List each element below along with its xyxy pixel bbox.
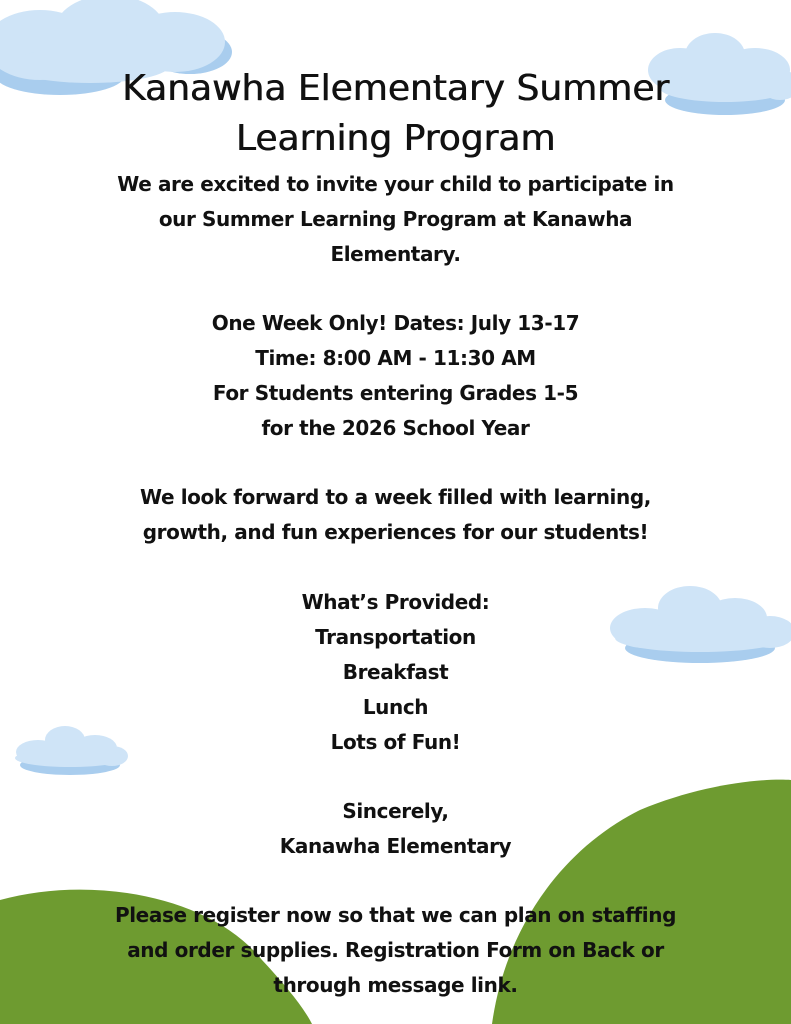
school-year-text: for the 2026 School Year <box>261 416 530 440</box>
dates-text: One Week Only! Dates: July 13-17 <box>211 311 580 335</box>
provided-heading: What’s Provided: <box>301 590 490 614</box>
intro-line-3: Elementary. <box>330 242 461 266</box>
school-name: Kanawha Elementary <box>279 834 512 858</box>
title-line-2: Learning Program <box>235 118 556 159</box>
signature-block <box>60 794 731 864</box>
closing-line-1: We look forward to a week filled with learning, <box>140 485 651 509</box>
title-line-1: Kanawha Elementary Summer <box>121 68 670 109</box>
register-line-3: through message link. <box>273 973 518 997</box>
register-line-1: Please register now so that we can plan on staffing <box>114 903 677 927</box>
provided-item-breakfast: Breakfast <box>342 660 449 684</box>
provided-list <box>60 585 731 760</box>
intro-line-1: We are excited to invite your child to participate in <box>117 172 674 196</box>
provided-item-lunch: Lunch <box>362 695 429 719</box>
salutation: Sincerely, <box>342 799 449 823</box>
grades-text: For Students entering Grades 1-5 <box>212 381 579 405</box>
intro-paragraph <box>60 167 731 272</box>
intro-line-2: our Summer Learning Program at Kanawha <box>158 207 633 231</box>
closing-line-2: growth, and fun experiences for our students! <box>142 520 649 544</box>
flyer-title <box>60 64 731 164</box>
closing-paragraph <box>60 480 731 550</box>
register-notice <box>60 898 731 1003</box>
program-details <box>60 306 731 446</box>
provided-item-fun: Lots of Fun! <box>330 730 461 754</box>
time-text: Time: 8:00 AM - 11:30 AM <box>255 346 536 370</box>
register-line-2: and order supplies. Registration Form on Back or <box>127 938 664 962</box>
provided-item-transportation: Transportation <box>315 625 476 649</box>
